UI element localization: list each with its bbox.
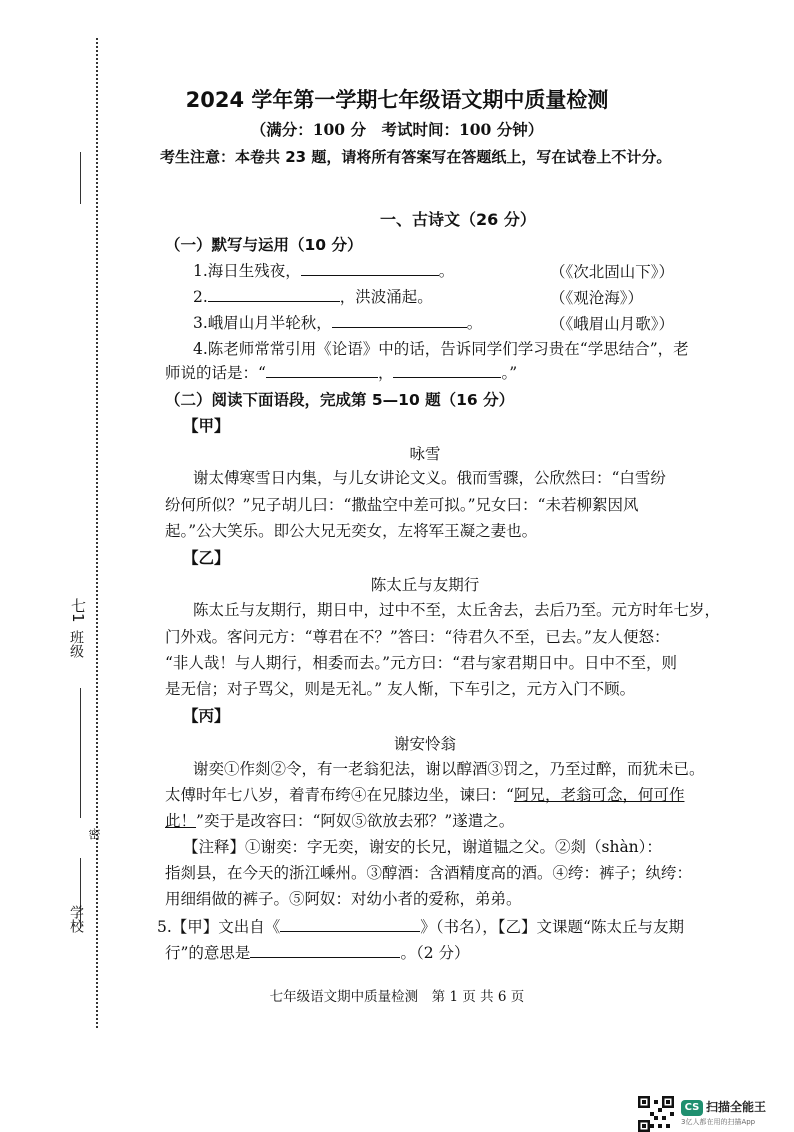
passage-b-line3: “非人哉！与人期行，相委而去。”元方曰：“君与家君期日中。日中不至，则 [165,654,678,672]
passage-c-line2: 太傅时年七八岁，着青布绔④在兄膝边坐，谏曰：“阿兄，老翁可念，何可作 [165,786,685,804]
passage-a-line1: 谢太傅寒雪日内集，与儿女讲论文义。俄而雪骤，公欣然曰：“白雪纷 [193,469,666,487]
exam-notice: 考生注意：本卷共 23 题，请将所有答案写在答题纸上，写在试卷上不计分。 [160,148,672,166]
seal-mark: 密 [87,828,101,840]
q2-source: （《观沧海》） [550,289,644,307]
passage-a-label: 【甲】 [183,417,230,435]
passage-c-title: 谢安怜翁 [393,735,456,753]
part1-heading: （一）默写与运用（10 分） [165,236,363,254]
class-label: 班级 [68,630,84,658]
q5-blank-2[interactable] [250,943,400,958]
question-1: 1.海日生残夜， 。 [193,262,455,280]
question-5-line1: 5.【甲】文出自《 》（书名），【乙】文课题“陈太丘与友期 [157,918,684,936]
q3-source: （《峨眉山月歌》） [550,315,675,333]
camscanner-tagline: 3亿人都在用的扫描App [681,1118,756,1126]
annotation-line1: 【注释】①谢奕：字无奕，谢安的长兄，谢道韫之父。②剡（shàn）： [183,838,662,856]
section-heading: 一、古诗文（26 分） [380,210,536,229]
q4-blank-2[interactable] [393,363,501,378]
passage-c-line1: 谢奕①作剡②令，有一老翁犯法，谢以醇酒③罚之，乃至过醉，而犹未已。 [193,760,705,778]
question-3: 3.峨眉山月半轮秋， 。 [193,314,483,332]
q2-blank[interactable] [208,287,340,302]
exam-subtitle: （满分：100 分 考试时间：100 分钟） [250,120,544,139]
question-4-line1: 4.陈老师常常引用《论语》中的话，告诉同学们学习贵在“学思结合”，老 [193,340,689,358]
underlined-quote: 阿兄，老翁可念，何可作 [513,786,685,804]
school-label: 学校 [68,905,84,933]
camscanner-name: 扫描全能王 [706,1100,767,1114]
underlined-quote-end: 此！ [165,812,197,830]
question-5-line2: 行”的意思是 。（2 分） [165,944,470,962]
page-footer: 七年级语文期中质量检测 第 1 页 共 6 页 [269,989,525,1005]
margin-short-line [80,152,81,204]
passage-b-title: 陈太丘与友期行 [370,576,480,594]
passage-a-title: 咏雪 [409,445,441,463]
passage-a-line2: 纷何所似？”兄子胡儿曰：“撒盐空中差可拟。”兄女曰：“未若柳絮因风 [165,496,639,514]
question-2: 2. ，洪波涌起。 [193,288,433,306]
q4-blank-1[interactable] [266,363,378,378]
passage-c-label: 【丙】 [183,707,230,725]
q5-blank-1[interactable] [280,917,420,932]
passage-b-line2: 门外戏。客问元方：“尊君在不？”答曰：“待君久不至，已去。”友人便怒： [165,628,670,646]
passage-b-line1: 陈太丘与友期行，期日中，过中不至，太丘舍去，去后乃至。元方时年七岁， [193,601,721,619]
class-handwriting: 七1 [69,598,87,623]
annotation-line2: 指剡县，在今天的浙江嵊州。③醇酒：含酒精度高的酒。④绔：裤子；纨绔： [165,864,693,882]
q3-blank[interactable] [332,313,467,328]
passage-b-line4: 是无信；对子骂父，则是无礼。” 友人惭，下车引之，元方入门不顾。 [165,680,636,698]
binding-dotted-line [96,38,98,1028]
part2-heading: （二）阅读下面语段，完成第 5—10 题（16 分） [165,391,515,409]
camscanner-logo-icon: CS [681,1100,703,1116]
qr-code-icon [638,1096,674,1132]
question-4-line2: 师说的话是：“ ， 。” [165,364,518,382]
q1-source: （《次北固山下》） [550,263,675,281]
annotation-line3: 用细绢做的裤子。⑤阿奴：对幼小者的爱称，弟弟。 [165,890,522,908]
q1-blank[interactable] [301,261,439,276]
exam-title: 2024 学年第一学期七年级语文期中质量检测 [185,88,609,112]
passage-b-label: 【乙】 [183,549,230,567]
passage-c-line3: 此！”奕于是改容曰：“阿奴⑤欲放去邪？”遂遣之。 [165,812,515,830]
passage-a-line3: 起。”公大笑乐。即公大兄无奕女，左将军王凝之妻也。 [165,522,538,540]
